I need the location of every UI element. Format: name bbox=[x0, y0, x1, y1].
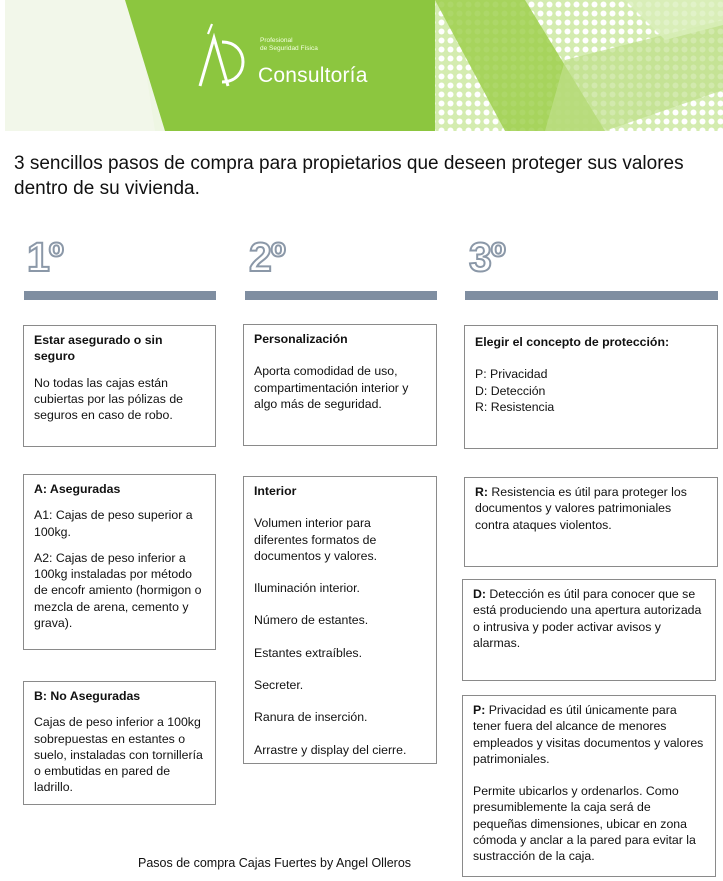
step-number-3: 3º bbox=[469, 234, 505, 280]
col3-privacy-box bbox=[462, 695, 716, 877]
step-number-1: 1º bbox=[27, 234, 63, 280]
list-item: Número de estantes. bbox=[254, 613, 369, 628]
step-bar-2 bbox=[245, 291, 437, 300]
list-item: R: Resistencia bbox=[475, 399, 555, 414]
box-text bbox=[473, 586, 705, 651]
box-text: No todas las cajas están cubiertas por las pólizas de seguros en caso de robo. bbox=[34, 375, 184, 423]
box-text: A2: Cajas de peso inferior a 100kg instaladas por método de encofr amiento (hormigon o mezcla de arena, cemento y grava). bbox=[34, 550, 202, 631]
col3-detection-box bbox=[462, 579, 716, 681]
box-text: A1: Cajas de peso superior a 100kg. bbox=[34, 508, 193, 539]
box-text bbox=[473, 702, 705, 767]
col3-protection-concept-box bbox=[464, 325, 718, 449]
box-title: B: No Aseguradas bbox=[34, 689, 141, 703]
logo-tagline: Profesional de Seguridad Física bbox=[260, 37, 318, 52]
list-item: Arrastre y display del cierre. bbox=[254, 742, 407, 757]
box-lead: R: bbox=[475, 485, 488, 499]
box-title: Elegir el concepto de protección: bbox=[475, 335, 670, 349]
box-title: Estar asegurado o sin seguro bbox=[34, 333, 163, 364]
box-text-body: Privacidad es útil únicamente para tener fuera del alcance de menores empleados y visitas documentos y valores patrimoniales. bbox=[473, 703, 704, 766]
logo-icon bbox=[198, 20, 248, 90]
list-item: Estantes extraíbles. bbox=[254, 645, 362, 660]
box-text: Cajas de peso inferior a 100kg sobrepuestas en estantes o suelo, instaladas con tornillería o embutidas en pared de ladrillo. bbox=[34, 715, 203, 795]
step-bar-3 bbox=[465, 291, 718, 300]
box-text: Permite ubicarlos y ordenarlos. Como presumiblemente la caja será de pequeñas dimensiones, ubicar en zona cómoda y anclar a la pared para evitar la sustracción de la caja. bbox=[473, 784, 696, 864]
box-text-body: Resistencia es útil para proteger los documentos y valores patrimoniales contra ataques violentos. bbox=[475, 485, 687, 532]
col1-insured-types-box bbox=[23, 474, 216, 650]
box-title: Interior bbox=[254, 484, 297, 498]
box-lead: P: bbox=[473, 703, 486, 717]
col2-interior-box bbox=[243, 476, 437, 764]
box-text: Aporta comodidad de uso, compartimentación interior y algo más de seguridad. bbox=[254, 364, 409, 411]
box-lead: D: bbox=[473, 587, 486, 601]
list-item: P: Privacidad bbox=[475, 367, 548, 382]
col1-not-insured-box bbox=[23, 681, 216, 805]
col2-personalization-box bbox=[243, 324, 437, 446]
list-item: Ranura de inserción. bbox=[254, 710, 368, 725]
list-item: Volumen interior para diferentes formatos de documentos y valores. bbox=[254, 516, 378, 563]
col3-resistance-box bbox=[464, 477, 718, 567]
box-text bbox=[475, 484, 707, 533]
box-text-body: Detección es útil para conocer que se está produciendo una apertura autorizada o intrusiva y poder activar avisos y alarmas. bbox=[473, 587, 702, 650]
list-item: D: Detección bbox=[475, 383, 546, 398]
list-item: Iluminación interior. bbox=[254, 581, 360, 596]
page-headline: 3 sencillos pasos de compra para propietarios que deseen proteger sus valores dentro de su vivienda. bbox=[14, 153, 684, 199]
list-item: Secreter. bbox=[254, 678, 304, 693]
col1-insured-box bbox=[23, 325, 216, 447]
box-title: Personalización bbox=[254, 332, 348, 346]
step-bar-1 bbox=[24, 291, 216, 300]
box-title: A: Aseguradas bbox=[34, 482, 121, 496]
step-number-2: 2º bbox=[249, 234, 285, 280]
footer-caption: Pasos de compra Cajas Fuertes by Angel Olleros bbox=[138, 856, 412, 870]
logo-name: Consultoría bbox=[258, 64, 368, 87]
